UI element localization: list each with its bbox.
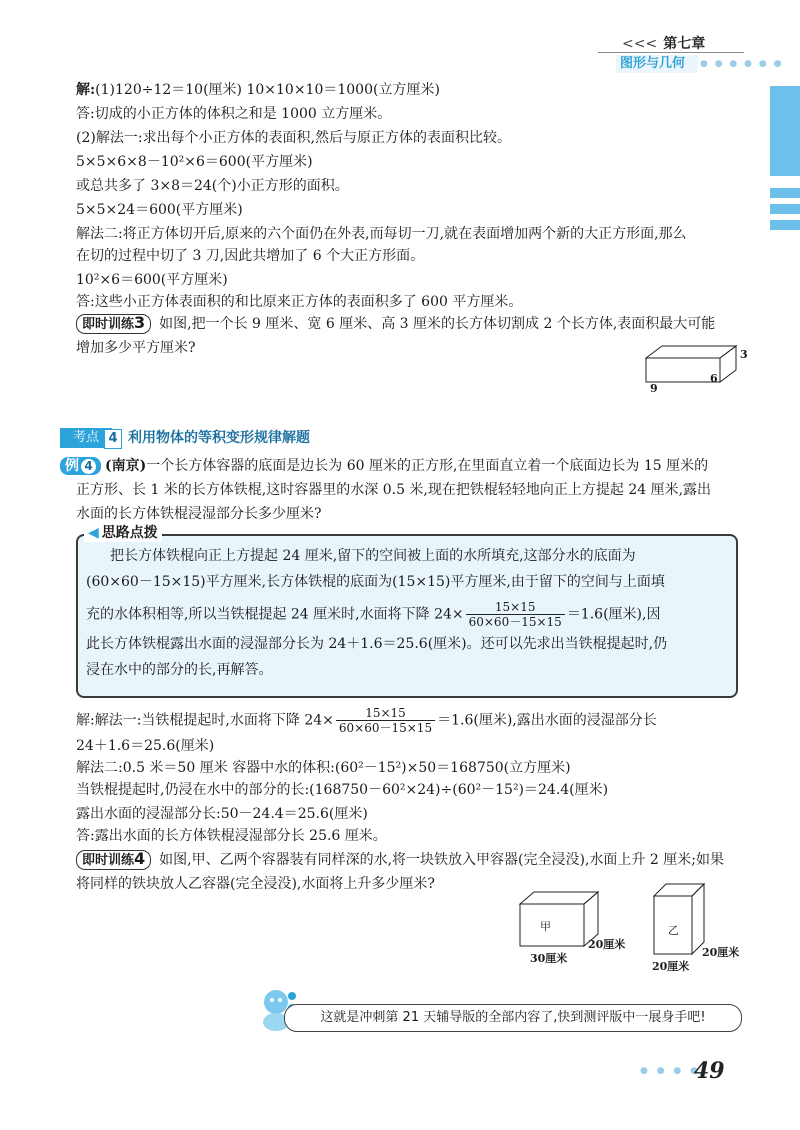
section-number: 4	[104, 429, 122, 449]
container-b-bottom-label: 20厘米	[652, 960, 690, 973]
training4-line-2: 将同样的铁块放人乙容器(完全浸没),水面将上升多少厘米?	[76, 876, 435, 892]
container-a-bottom-label: 30厘米	[530, 952, 568, 965]
training3-line-1	[76, 314, 715, 334]
example4-source: (南京)	[105, 458, 147, 474]
hint-line-1: 把长方体铁棍向正上方提起 24 厘米,留下的空间被上面的水所填充,这部分水的底面为	[110, 548, 636, 564]
hint-arrow-icon: ◀	[88, 525, 99, 541]
example4-line-3: 水面的长方体铁棍浸湿部分长多少厘米?	[76, 506, 322, 522]
solution1-line-10: 答:这些小正方体表面积的和比原来正方体的表面积多了 600 平方厘米。	[76, 294, 523, 310]
section-bar	[60, 428, 740, 448]
example4-line-1	[60, 456, 708, 476]
training3-line-2: 增加多少平方厘米?	[76, 340, 196, 356]
solution2-line-6: 答:露出水面的长方体铁棍浸湿部分长 25.6 厘米。	[76, 828, 387, 844]
solution1-line-2: 答:切成的小正方体的体积之和是 1000 立方厘米。	[76, 106, 392, 122]
container-b-side-label: 20厘米	[702, 946, 740, 959]
solution2-line-3: 解法二:0.5 米＝50 厘米 容器中水的体积:(60²－15²)×50＝168750(立方厘米)	[76, 760, 571, 776]
chapter-subtitle: 图形与几何	[616, 55, 698, 73]
solution1-line-3: (2)解法一:求出每个小正方体的表面积,然后与原正方体的表面积比较。	[76, 130, 511, 146]
solution1-line-8: 在切的过程中切了 3 刀,因此共增加了 6 个大正方形面。	[76, 248, 425, 264]
solution1-line-7: 解法二:将正方体切开后,原来的六个面仍在外表,而每切一刀,就在表面增加两个新的大正方形面,那么	[76, 226, 687, 242]
example4-line-2: 正方形、长 1 米的长方体铁棍,这时容器里的水深 0.5 米,现在把铁棍轻轻地向正上方提起 24 厘米,露出	[76, 482, 712, 498]
container-a-side-label: 20厘米	[588, 938, 626, 951]
example-badge: 例 4	[60, 457, 101, 475]
training4-line-1	[76, 850, 724, 870]
cuboid-height-label: 3	[740, 348, 748, 361]
solution1-line-9: 10²×6＝600(平方厘米)	[76, 272, 228, 288]
chapter-header	[622, 33, 705, 53]
side-tab-stripe-1	[770, 188, 800, 198]
solution1-line-4: 5×5×6×8－10²×6＝600(平方厘米)	[76, 154, 313, 170]
hint-line-4: 此长方体铁棍露出水面的浸湿部分长为 24＋1.6＝25.6(厘米)。还可以先求出当铁棍提起时,仍	[86, 636, 668, 652]
training3-text-1: 如图,把一个长 9 厘米、宽 6 厘米、高 3 厘米的长方体切割成 2 个长方体,表面积最大可能	[159, 316, 716, 332]
solution2-line-2: 24＋1.6＝25.6(厘米)	[76, 738, 215, 754]
example4-text-1: 一个长方体容器的底面是边长为 60 厘米的正方形,在里面直立着一个底面边长为 15 厘米的	[146, 458, 709, 474]
side-tab-main	[770, 86, 800, 176]
hint-title: ◀ 思路点拨	[84, 524, 162, 542]
side-tab-stripe-2	[770, 204, 800, 214]
solution2-line-1: 解:解法一:当铁棍提起时,水面将下降 24× $\frac{15\times 15}{60\times 60-15\times 15}$ ＝1.6(厘米),露出水面的浸湿部分长	[76, 706, 657, 735]
cuboid-length-label: 9	[650, 382, 658, 395]
hint-fraction: $\frac{15\times 15}{60\times 60-15\times 15}$	[466, 600, 565, 629]
solution2-line-5: 露出水面的浸湿部分长:50－24.4＝25.6(厘米)	[76, 806, 368, 822]
solution2-fraction: $\frac{15\times 15}{60\times 60-15\times 15}$	[336, 706, 435, 735]
chapter-arrows: <<<	[622, 36, 658, 52]
solution2-line-4: 当铁棍提起时,仍浸在水中的部分的长:(168750－60²×24)÷(60²－15²)＝24.4(厘米)	[76, 782, 609, 798]
section-tag: 考点	[60, 428, 112, 448]
container-b-figure	[650, 880, 710, 960]
header-dots: ● ● ● ● ● ●	[700, 59, 784, 69]
cuboid-width-label: 6	[710, 372, 718, 385]
hint-line-3: 充的水体积相等,所以当铁棍提起 24 厘米时,水面将下降 24× $\frac{15\times 15}{60\times 60-15\times 15}$ ＝1.6(厘米),因	[86, 600, 661, 629]
header-rule	[598, 52, 744, 53]
chapter-title: 第七章	[663, 36, 706, 52]
container-b-name: 乙	[668, 924, 679, 937]
training4-text-1: 如图,甲、乙两个容器装有同样深的水,将一块铁放入甲容器(完全浸没),水面上升 2 厘米;如果	[159, 852, 724, 868]
hint-line-5: 浸在水中的部分的长,再解答。	[86, 662, 273, 678]
side-tab-stripe-3	[770, 220, 800, 230]
solution1-line-1: 解:(1)120÷12＝10(厘米) 10×10×10＝1000(立方厘米)	[76, 82, 440, 98]
section-title: 利用物体的等积变形规律解题	[128, 430, 310, 446]
training3-badge: 即时训练3	[76, 314, 151, 334]
footer-note: 这就是冲刺第 21 天辅导版的全部内容了,快到测评版中一展身手吧!	[284, 1004, 742, 1032]
container-a-name: 甲	[540, 920, 551, 933]
solution1-line-5: 或总共多了 3×8＝24(个)小正方形的面积。	[76, 178, 349, 194]
training4-badge: 即时训练4	[76, 850, 151, 870]
page-number: 49	[694, 1058, 725, 1084]
solution1-line-6: 5×5×24＝600(平方厘米)	[76, 202, 243, 218]
hint-line-2: (60×60－15×15)平方厘米,长方体铁棍的底面为(15×15)平方厘米,由于留下的空间与上面填	[86, 574, 665, 590]
page-dots: ● ● ● ●	[640, 1066, 701, 1076]
